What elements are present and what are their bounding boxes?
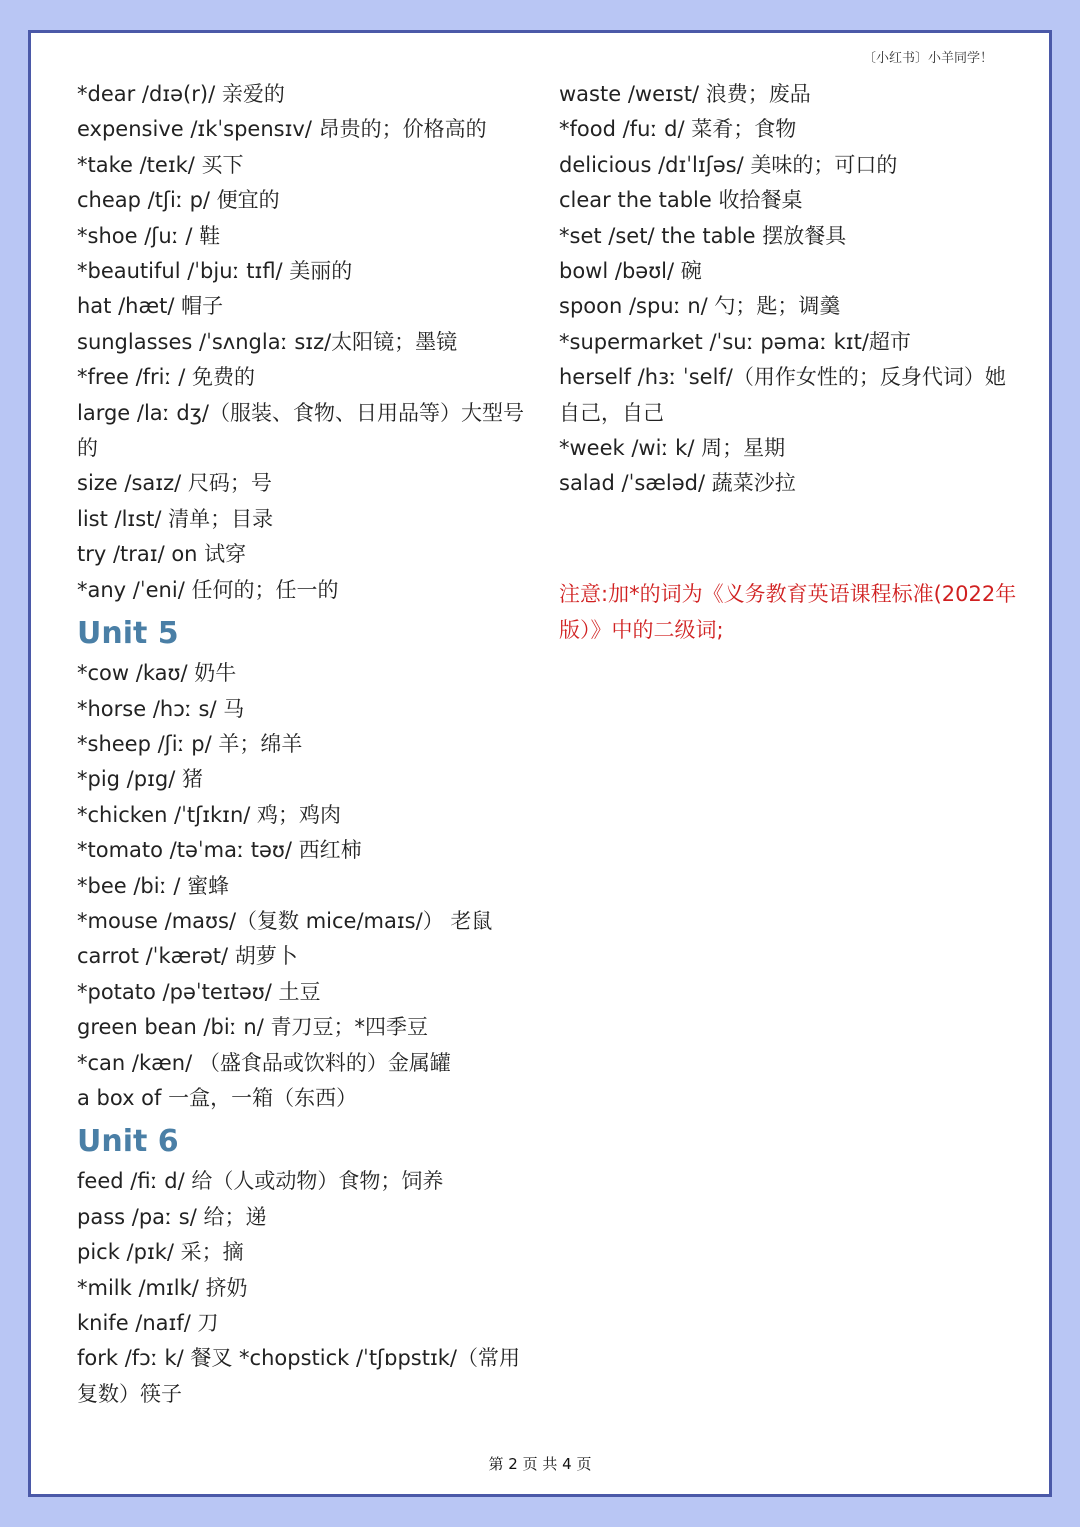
vocab-entry: salad /ˈsæləd/ 蔬菜沙拉 <box>559 471 796 496</box>
vocab-entry: knife /naɪf/ 刀 <box>77 1311 219 1335</box>
vocab-entry: herself /hɜː ˈself/（用作女性的；反身代词）她自己，自己 <box>559 365 1006 425</box>
left-column <box>77 77 537 1412</box>
vocab-entry: cheap /tʃiː p/ 便宜的 <box>77 188 280 213</box>
vocabulary-note: 注意:加*的词为《义务教育英语课程标准(2022年版）》中的二级词; <box>559 581 1017 642</box>
vocab-entry: pick /pɪk/ 采；摘 <box>77 1240 244 1265</box>
vocab-entry: *milk /mɪlk/ 挤奶 <box>77 1275 248 1300</box>
vocab-entry: clear the table 收拾餐桌 <box>559 188 803 213</box>
vocab-entry: *sheep /ʃiː p/ 羊；绵羊 <box>77 731 303 756</box>
vocab-entry: waste /weɪst/ 浪费；废品 <box>559 82 811 106</box>
right-column <box>559 77 1019 648</box>
vocab-entry: *week /wiː k/ 周；星期 <box>559 436 786 461</box>
unit-6-entry-list <box>77 1164 537 1412</box>
vocab-entry: *can /kæn/ （盛食品或饮料的）金属罐 <box>77 1050 451 1075</box>
vocab-entry: pass /paː s/ 给；递 <box>77 1204 267 1229</box>
vocab-entry: fork /fɔː k/ 餐叉 *chopstick /ˈtʃɒpstɪk/（常用复数）筷子 <box>77 1346 520 1406</box>
page-footer: 第 2 页 共 4 页 <box>488 1455 592 1473</box>
vocab-entry: try /traɪ/ on 试穿 <box>77 542 247 567</box>
unit-5-heading: Unit 5 <box>77 616 179 652</box>
header-note: 〔小红书〕小羊同学！ <box>862 51 993 66</box>
vocab-entry: *horse /hɔː s/ 马 <box>77 696 245 721</box>
vocab-entry: *tomato /təˈmaː təʊ/ 西红柿 <box>77 838 362 863</box>
entry-list-right <box>559 77 1019 502</box>
vocab-entry: *any /ˈeni/ 任何的；任一的 <box>77 577 339 602</box>
unit-5-entry-list <box>77 656 537 1116</box>
vocab-entry: feed /fiː d/ 给（人或动物）食物；饲养 <box>77 1169 444 1194</box>
vocab-entry: sunglasses /ˈsʌnglaː sɪz/太阳镜；墨镜 <box>77 329 458 354</box>
vocab-entry: hat /hæt/ 帽子 <box>77 294 224 319</box>
vocab-entry: large /laː dʒ/（服装、食物、日用品等）大型号的 <box>77 400 524 461</box>
vocab-entry: *mouse /maʊs/（复数 mice/maɪs/） 老鼠 <box>77 908 493 933</box>
document-page <box>28 30 1052 1497</box>
entry-list-top <box>77 77 537 608</box>
vocab-entry: *take /teɪk/ 买下 <box>77 152 244 177</box>
vocab-entry: *shoe /ʃuː / 鞋 <box>77 223 221 248</box>
vocab-entry: bowl /bəʊl/ 碗 <box>559 259 702 284</box>
vocab-entry: *beautiful /ˈbjuː tɪfl/ 美丽的 <box>77 259 353 284</box>
vocab-entry: size /saɪz/ 尺码；号 <box>77 471 272 496</box>
vocab-entry: *pig /pɪg/ 猪 <box>77 767 203 792</box>
vocab-entry: *set /set/ the table 摆放餐具 <box>559 223 847 248</box>
vocab-entry: list /lɪst/ 清单；目录 <box>77 506 274 531</box>
vocab-entry: delicious /dɪˈlɪʃəs/ 美味的；可口的 <box>559 152 898 177</box>
vocab-entry: *cow /kaʊ/ 奶牛 <box>77 661 237 686</box>
vocab-entry: a box of 一盒，一箱（东西） <box>77 1085 358 1110</box>
vocab-entry: *bee /biː / 蜜蜂 <box>77 873 230 898</box>
vocab-entry: *chicken /ˈtʃɪkɪn/ 鸡；鸡肉 <box>77 802 342 827</box>
vocab-entry: green bean /biː n/ 青刀豆；*四季豆 <box>77 1015 428 1040</box>
vocab-entry: expensive /ɪkˈspensɪv/ 昂贵的；价格高的 <box>77 117 487 142</box>
vocab-entry: *free /friː / 免费的 <box>77 365 256 390</box>
vocab-entry: *food /fuː d/ 菜肴；食物 <box>559 117 797 142</box>
vocab-entry: carrot /ˈkærət/ 胡萝卜 <box>77 944 298 969</box>
vocab-entry: *supermarket /ˈsuː pəmaː kɪt/超市 <box>559 329 911 354</box>
vocab-entry: spoon /spuː n/ 勺；匙；调羹 <box>559 294 841 319</box>
vocab-entry: *dear /dɪə(r)/ 亲爱的 <box>77 82 285 106</box>
unit-6-heading: Unit 6 <box>77 1124 179 1160</box>
vocab-entry: *potato /pəˈteɪtəʊ/ 土豆 <box>77 979 321 1004</box>
